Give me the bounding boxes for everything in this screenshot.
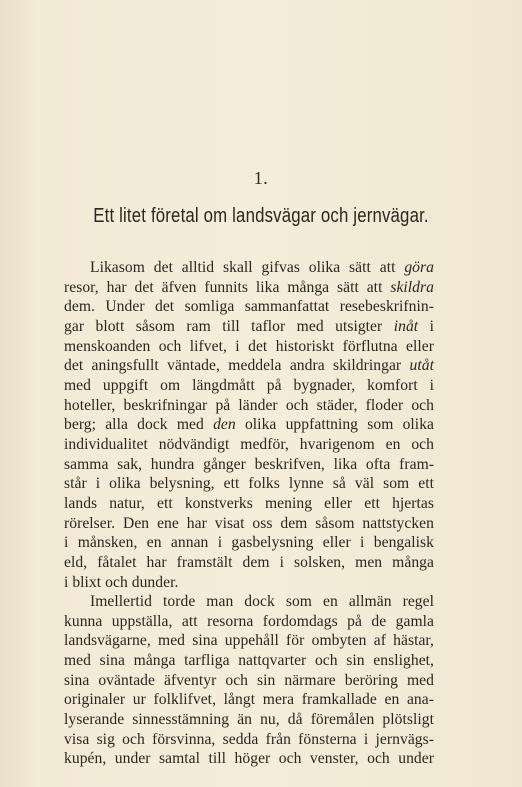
text-line: originaler ur folklifvet, långt mera framkallade en ana- — [64, 691, 434, 709]
text-line: lands natur, ett konstverks mening eller ett hjertas — [64, 494, 434, 512]
text-line: landsvägarne, med sina uppehåll för ombyten af hästar, — [64, 632, 434, 650]
text-line: det aningsfullt väntade, meddela andra skildringar utåt — [64, 357, 434, 375]
text-line: med sina många tarfliga nattqvarter och sin enslighet, — [64, 652, 434, 670]
text-line: individualitet nödvändigt medför, hvarigenom en och — [64, 435, 434, 453]
text-line: sina oväntade äfventyr och sin närmare beröring med — [64, 671, 434, 689]
text-line: står i olika belysning, ett folks lynne så väl som ett — [64, 475, 434, 493]
text-line: visa sig och försvinna, sedda från fönsterna i jernvägs- — [64, 730, 434, 748]
text-line: med uppgift om längdmått på bygnader, komfort i — [64, 376, 434, 394]
text-line: i månsken, en annan i gasbelysning eller i bengalisk — [64, 534, 434, 552]
text-line: Imellertid torde man dock som en allmän regel — [90, 593, 434, 611]
text-line: hoteller, beskrifningar på länder och städer, floder och — [64, 396, 434, 414]
text-line: Likasom det alltid skall gifvas olika sätt att göra — [90, 259, 434, 276]
text-line: lyserande sinnesstämning än nu, då föremålen plötsligt — [64, 711, 434, 729]
chapter-title: Ett litet företal om landsvägar och jernvägar. — [93, 205, 429, 227]
text-line: eld, fåtalet har framstält dem i solsken, men många — [64, 553, 434, 571]
text-line: gar blott såsom ram till taflor med utsigter inåt i — [64, 317, 435, 335]
text-line: kupén, under samtal till höger och venster, och under — [64, 750, 434, 768]
text-line: berg; alla dock med den olika uppfattning som olika — [64, 416, 435, 434]
text-line: menskoanden och lifvet, i det historiskt förflutna eller — [64, 337, 434, 355]
text-line: resor, har det äfven funnits lika många sätt att skildra — [64, 278, 434, 296]
text-line: rörelser. Den ene har visat oss dem såsom nattstycken — [64, 514, 434, 532]
text-line: i blixt och dunder. — [64, 573, 179, 591]
body-text — [64, 258, 434, 769]
text-line: dem. Under det somliga sammanfattat resebeskrifnin- — [64, 298, 434, 316]
text-line: samma sak, hundra gånger beskrifven, lika ofta fram- — [64, 455, 434, 473]
chapter-number: 1. — [253, 168, 269, 188]
text-line: kunna uppställa, att resorna fordomdags på de gamla — [64, 612, 434, 630]
